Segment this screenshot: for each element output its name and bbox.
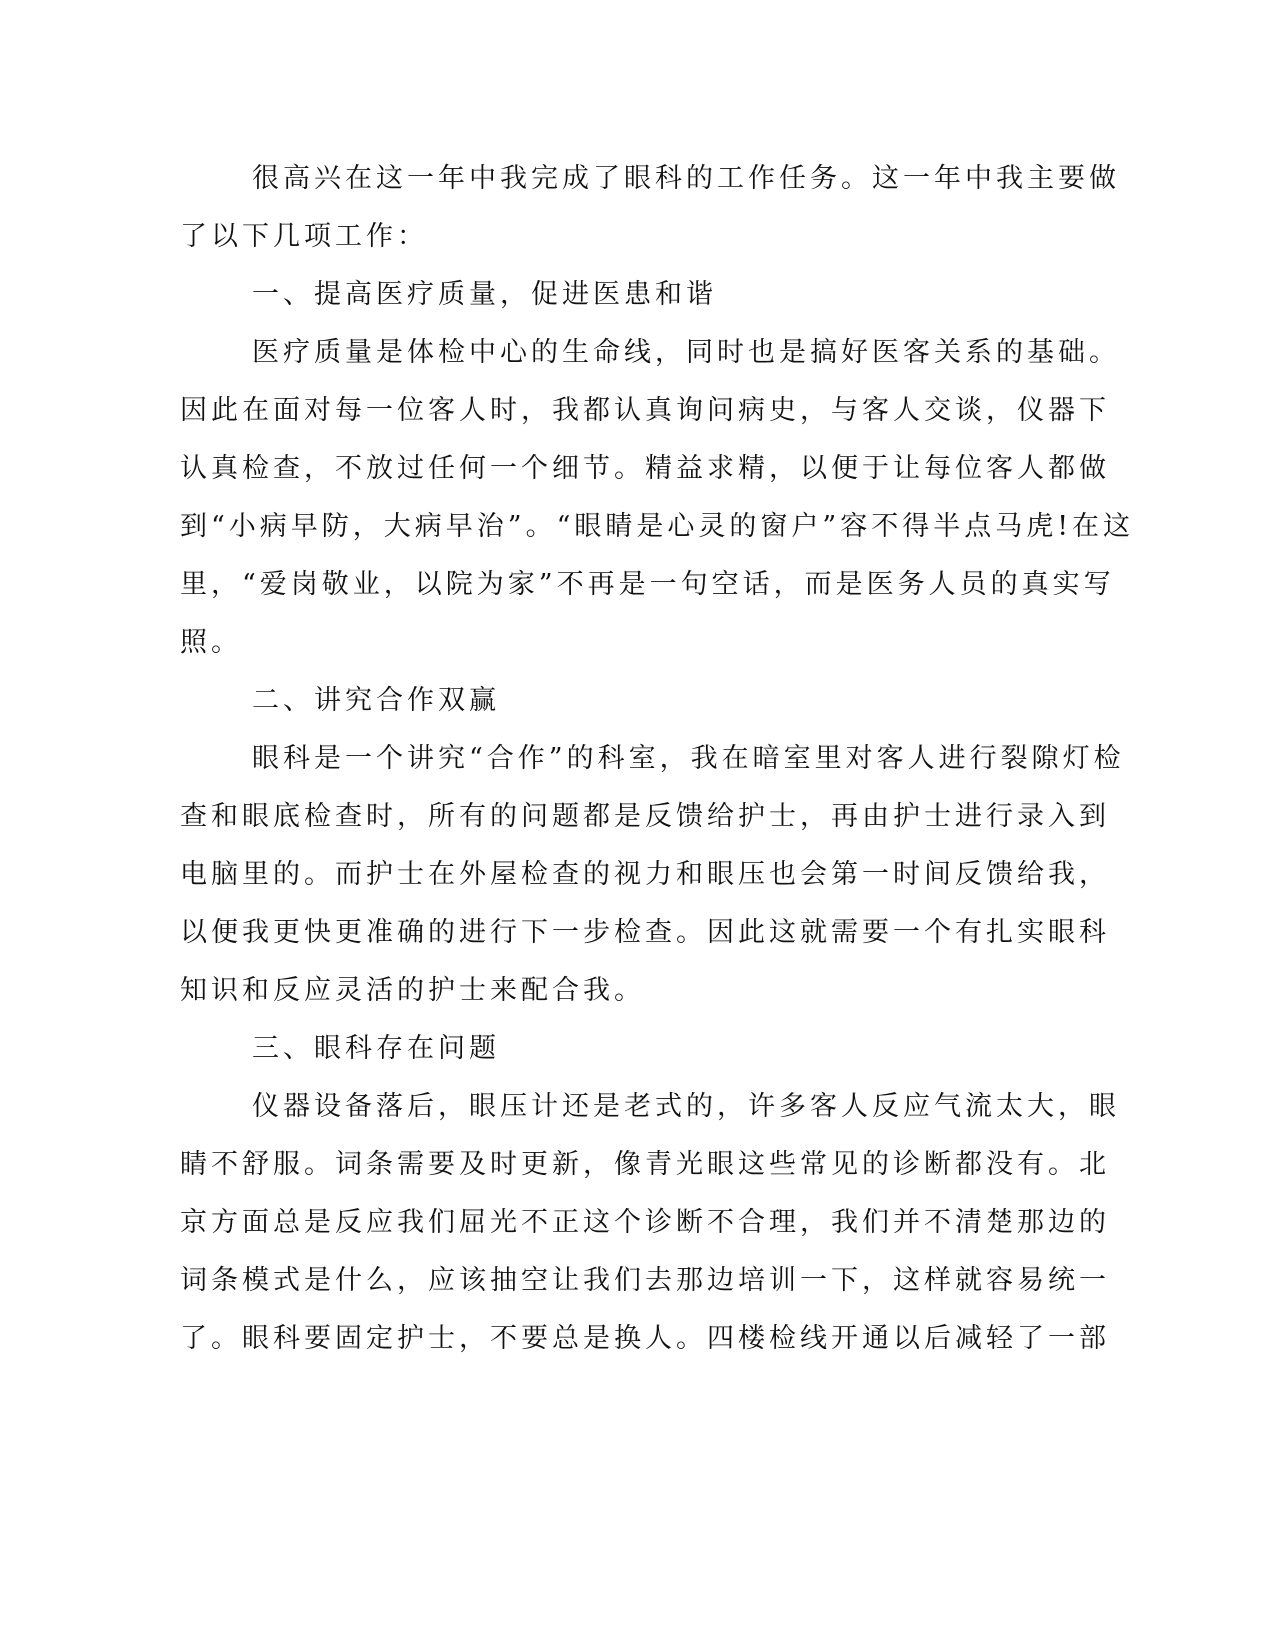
text-line: 眼科是一个讲究“合作”的科室，我在暗室里对客人进行裂隙灯检 bbox=[252, 743, 1125, 774]
text-line: 了以下几项工作： bbox=[180, 221, 428, 252]
text-line: 医疗质量是体检中心的生命线，同时也是搞好医客关系的基础。 bbox=[252, 337, 1120, 368]
paragraph-cooperation bbox=[180, 730, 1125, 1020]
text-line: 照。 bbox=[180, 627, 242, 658]
text-line: 京方面总是反应我们屈光不正这个诊断不合理，我们并不清楚那边的 bbox=[180, 1207, 1110, 1238]
text-line: 了。眼科要固定护士，不要总是换人。四楼检线开通以后减轻了一部 bbox=[180, 1323, 1110, 1354]
text-line: 因此在面对每一位客人时，我都认真询问病史，与客人交谈，仪器下 bbox=[180, 395, 1110, 426]
text-line: 词条模式是什么，应该抽空让我们去那边培训一下，这样就容易统一 bbox=[180, 1265, 1110, 1296]
paragraph-medical-quality bbox=[180, 324, 1135, 672]
text-line: 仪器设备落后，眼压计还是老式的，许多客人反应气流太大，眼 bbox=[252, 1091, 1120, 1122]
text-line: 以便我更快更准确的进行下一步检查。因此这就需要一个有扎实眼科 bbox=[180, 917, 1110, 948]
text-line: 到“小病早防，大病早治”。“眼睛是心灵的窗户”容不得半点马虎!在这 bbox=[180, 511, 1135, 542]
section-heading-3: 三、眼科存在问题 bbox=[252, 1033, 500, 1064]
paragraph-problems bbox=[180, 1078, 1120, 1368]
text-line: 知识和反应灵活的护士来配合我。 bbox=[180, 975, 645, 1006]
text-line: 很高兴在这一年中我完成了眼科的工作任务。这一年中我主要做 bbox=[252, 163, 1120, 194]
text-line: 睛不舒服。词条需要及时更新，像青光眼这些常见的诊断都没有。北 bbox=[180, 1149, 1110, 1180]
document-body bbox=[180, 150, 1135, 1368]
paragraph-intro bbox=[180, 150, 1120, 266]
section-heading-2: 二、讲究合作双赢 bbox=[252, 685, 500, 716]
text-line: 认真检查，不放过任何一个细节。精益求精，以便于让每位客人都做 bbox=[180, 453, 1110, 484]
section-heading-1: 一、提高医疗质量，促进医患和谐 bbox=[252, 279, 717, 310]
text-line: 电脑里的。而护士在外屋检查的视力和眼压也会第一时间反馈给我， bbox=[180, 859, 1110, 890]
text-line: 查和眼底检查时，所有的问题都是反馈给护士，再由护士进行录入到 bbox=[180, 801, 1110, 832]
text-line: 里，“爱岗敬业，以院为家”不再是一句空话，而是医务人员的真实写 bbox=[180, 569, 1115, 600]
